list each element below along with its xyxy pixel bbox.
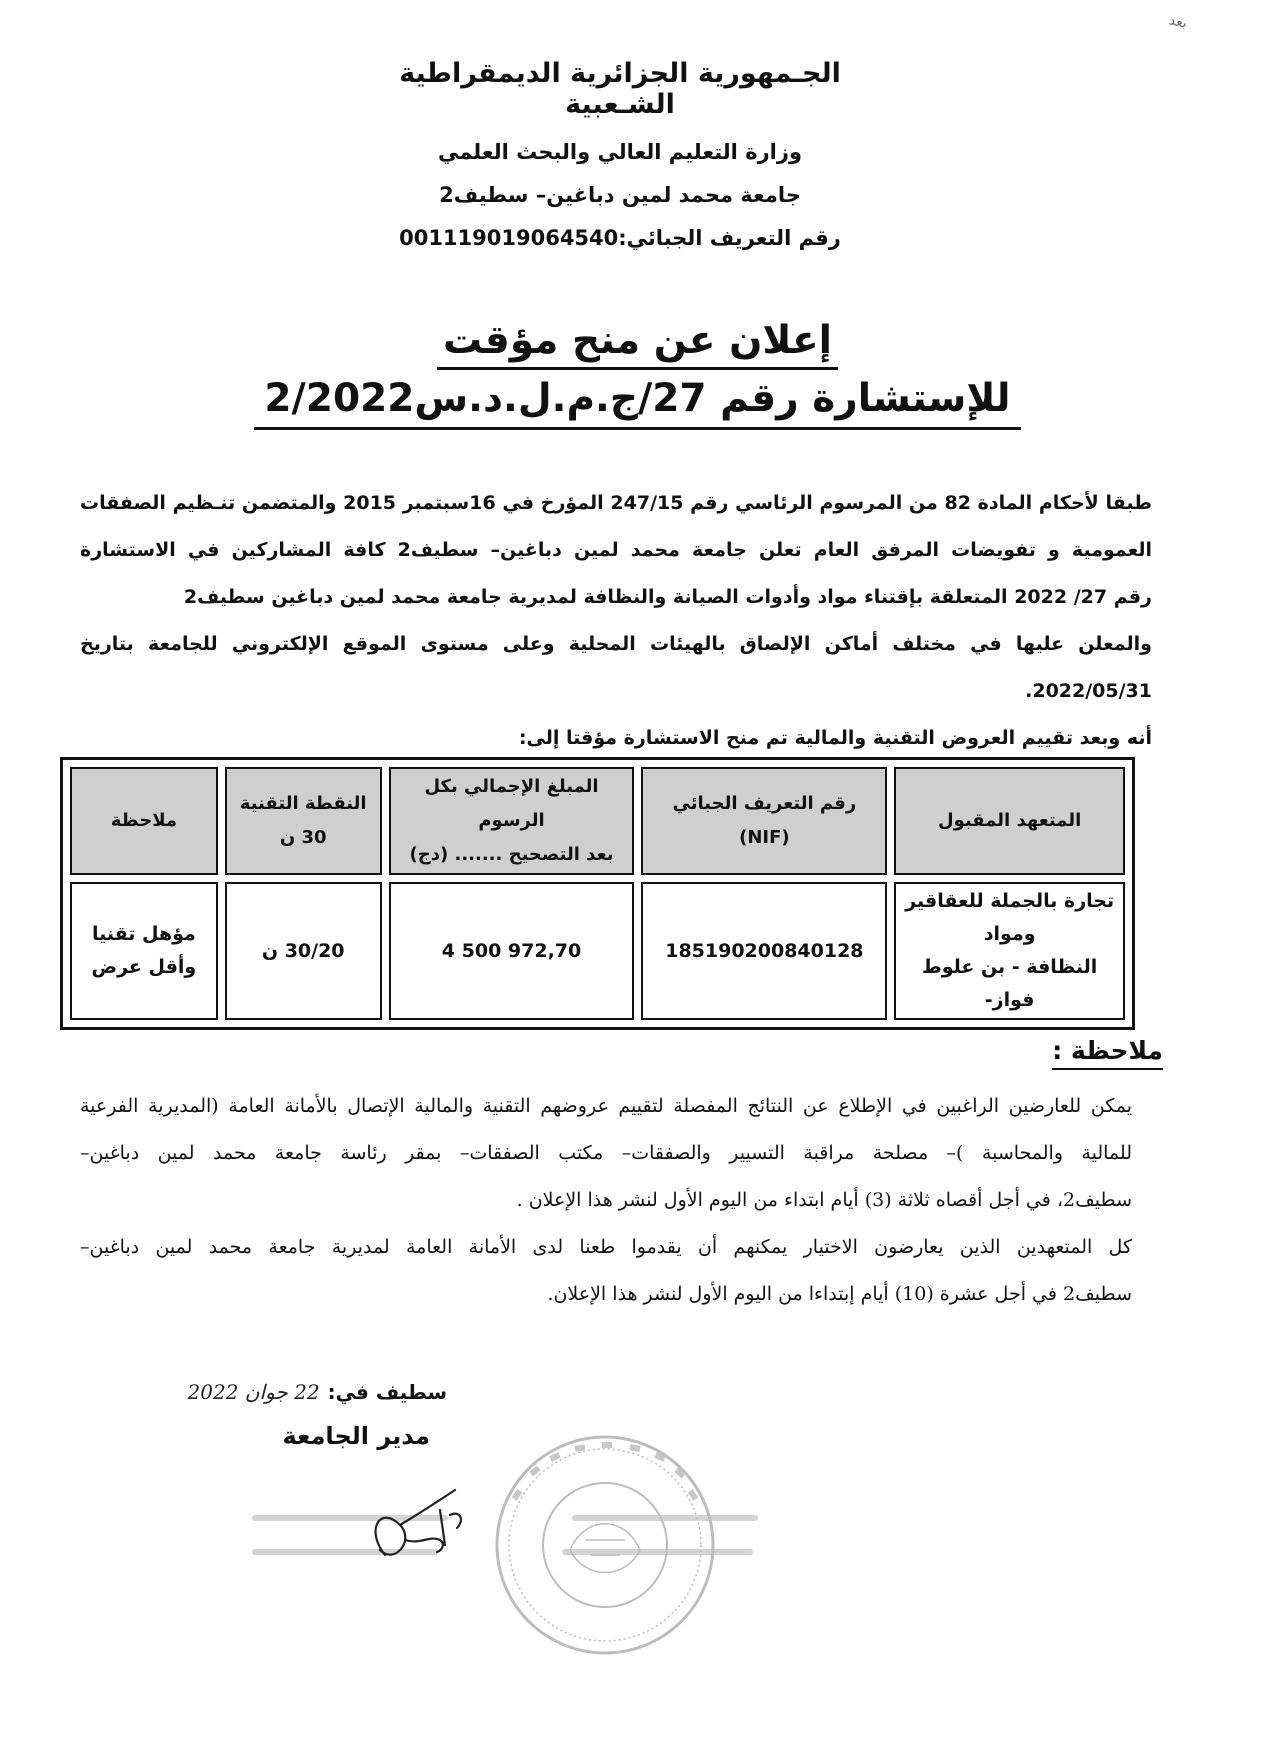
republic-name: الجـمهورية الجزائرية الديمقراطية الشـعبية [399, 58, 841, 120]
university-nif [360, 226, 880, 250]
header-bidder: المتعهد المقبول [894, 767, 1125, 875]
remark-line: كل المتعهدين الذين يعارضون الاختيار يمكنهم أن يقدموا طعنا لدى الأمانة العامة لمديرية جامعة محمد لمين دباغين– [80, 1236, 1132, 1258]
intro-line: طبقا لأحكام المادة 82 من المرسوم الرئاسي رقم 247/15 المؤرخ في 16سبتمبر 2015 والمتضمن تنـظيم الصفقات [80, 492, 1152, 514]
handwritten-date: 22 جوان 2022 [187, 1380, 320, 1404]
cell-note: مؤهل تقنيا وأقل عرض [70, 882, 218, 1020]
ministry-name: وزارة التعليم العالي والبحث العلمي [437, 140, 803, 164]
table-header-row [70, 767, 1125, 875]
intro-paragraph [80, 480, 1152, 762]
remark-line: سطيف2، في أجل أقصاه ثلاثة (3) أيام ابتداء من اليوم الأول لنشر هذا الإعلان . [516, 1189, 1132, 1211]
header-nif: رقم التعريف الجبائي (NIF) [641, 767, 887, 875]
signature-mark [345, 1470, 495, 1590]
header-amount: المبلغ الإجمالي بكل الرسوم بعد التصحيح ....... (دج) [389, 767, 635, 875]
remark-heading: ملاحظة : [1052, 1036, 1163, 1065]
cell-amount: 4 500 972,70 [389, 882, 635, 1020]
remark-paragraph [80, 1083, 1132, 1318]
signatory-role: مدير الجامعة [282, 1422, 430, 1450]
margin-handwritten-note: بعد [1167, 12, 1189, 32]
header-tech-score: النقطة التقنية 30 ن [225, 767, 382, 875]
signature-place-date [188, 1380, 447, 1404]
intro-line: أنه وبعد تقييم العروض التقنية والمالية تم منح الاستشارة مؤقتا إلى: [518, 727, 1152, 749]
intro-line: رقم 27/ 2022 المتعلقة بإقتناء مواد وأدوات الصيانة والنظافة لمديرية جامعة محمد لمين دباغين سطيف2 [183, 586, 1152, 608]
remark-line: سطيف2 في أجل عشرة (10) أيام إبتداءا من اليوم الأول لنشر هذا الإعلان. [547, 1283, 1132, 1305]
table-row [70, 882, 1125, 1020]
remark-line: يمكن للعارضين الراغبين في الإطلاع عن النتائج المفصلة لتقييم عروضهم التقنية والمالية الإتصال بالأمانة العامة (المديرية الفرعية [80, 1095, 1132, 1117]
intro-line: والمعلن عليها في مختلف أماكن الإلصاق بالهيئات المحلية وعلى مستوى الموقع الإلكتروني للجامعة بتاريخ 2022/05/31. [80, 633, 1152, 702]
nif-label: رقم التعريف الجبائي: [618, 226, 841, 250]
consultation-number: للإستشارة رقم 27/ج.م.ل.د.س2/2022 [0, 376, 1275, 421]
cell-bidder: تجارة بالجملة للعقاقير ومواد النظافة - بن علوط فواز- [894, 882, 1125, 1020]
announcement-title: إعلان عن منح مؤقت [0, 318, 1275, 363]
letterhead [360, 58, 880, 250]
remark-line: للمالية والمحاسبة )– مصلحة مراقبة التسيير والصفقات– مكتب الصفقات– بمقر رئاسة جامعة محمد لمين دباغين– [80, 1142, 1132, 1164]
university-name: جامعة محمد لمين دباغين– سطيف2 [439, 183, 801, 207]
nif-value: 001119019064540 [399, 226, 619, 250]
place-label: سطيف في: [327, 1380, 447, 1404]
award-table [60, 757, 1135, 1030]
university-seal [490, 1430, 720, 1660]
cell-tech-score: 30/20 ن [225, 882, 382, 1020]
intro-line: العمومية و تفويضات المرفق العام تعلن جامعة محمد لمين دباغين– سطيف2 كافة المشاركين في الاستشارة [80, 539, 1152, 561]
header-note: ملاحظة [70, 767, 218, 875]
cell-nif: 185190200840128 [641, 882, 887, 1020]
